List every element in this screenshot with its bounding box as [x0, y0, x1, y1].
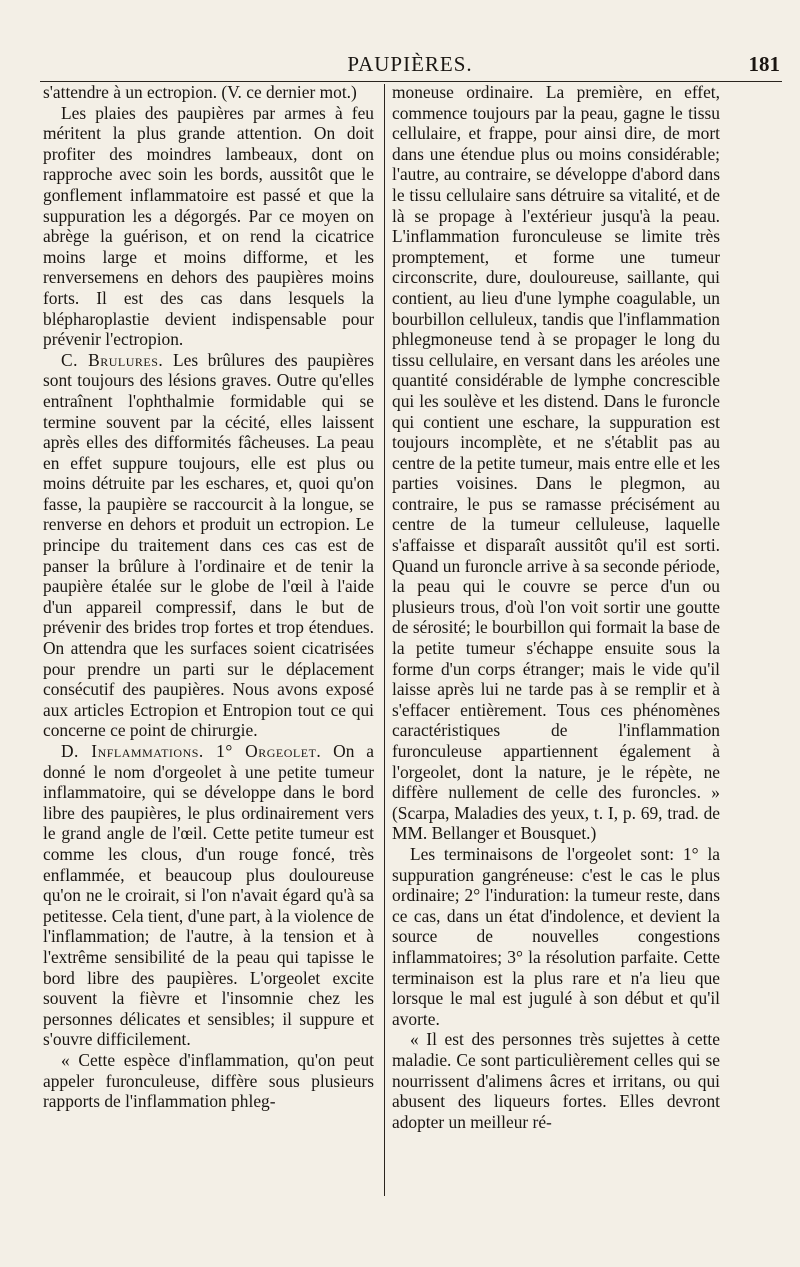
paragraph: Les terminaisons de l'orgeolet sont: 1° la suppuration gangréneuse: c'est le cas le plus ordinaire; 2° l'induration: la tumeur reste, dans ce cas, dans un état d'indolence, et devient la source de nouvelles congestions inflammatoires; 3° la résolution parfaite. Cette terminaison est la plus rare et n'a lieu que lorsque le mal est jugulé à son début et qu'il avorte.: [392, 843, 720, 1029]
section-lead: D. Inflammations. 1° Orgeolet.: [61, 741, 322, 761]
paragraph: Les plaies des paupières par armes à feu méritent la plus grande attention. On doit profiter des moindres lambeaux, dont on rapproche avec soin les bords, aussitôt que le gonflement inflammatoire est passé et que la suppuration les a dégorgés. Par ce moyen on abrège la guérison, et on rend la cicatrice moins large et moins difforme, et les renversemens en dehors des paupières moins forts. Il est des cas dans lesquels la blépharoplastie devient indispensable pour prévenir l'ectropion.: [43, 102, 374, 350]
page-header: [40, 52, 780, 80]
running-title: PAUPIÈRES.: [347, 52, 473, 76]
right-column: [392, 82, 720, 1132]
paragraph: « Il est des personnes très sujettes à cette maladie. Ce sont particulièrement celles qui se nourrissent d'alimens âcres et irritans, ou qui abusent des liqueurs fortes. Elles devront adopter un meilleur ré-: [392, 1029, 720, 1132]
paragraph: « Cette espèce d'inflammation, qu'on peut appeler furonculeuse, diffère sous plusieurs rapports de l'inflammation phleg-: [43, 1049, 374, 1112]
paragraph: s'attendre à un ectropion. (V. ce dernier mot.): [43, 82, 357, 102]
page-number: 181: [748, 52, 780, 76]
left-column: [43, 82, 374, 1112]
column-divider: [384, 84, 385, 1196]
paragraph: D. Inflammations. 1° Orgeolet. On a donné le nom d'orgeolet à une petite tumeur inflammatoire, qui se développe dans le bord libre des paupières, le plus ordinairement vers le grand angle de l'œil. Cette petite tumeur est comme les clous, d'un rouge foncé, très enflammée, et beaucoup plus douloureuse qu'on ne le croirait, si l'on n'avait égard qu'à sa petitesse. Cela tient, d'une part, à la violence de l'inflammation; de l'autre, à la tension et à l'extrême sensibilité de la peau qui tapisse le bord libre des paupières. L'orgeolet excite souvent la fièvre et l'insomnie chez les personnes délicates et sensibles; il suppure et s'ouvre difficilement.: [43, 741, 374, 1050]
paragraph: moneuse ordinaire. La première, en effet, commence toujours par la peau, gagne le tissu cellulaire, et frappe, pour ainsi dire, de mort dans une étendue plus ou moins considérable; l'autre, au contraire, se développe d'abord dans le tissu cellulaire sans détruire sa vitalité, et de là se propage à l'extérieur jusqu'à la peau. L'inflammation furonculeuse se limite très promptement, et forme une tumeur circonscrite, dure, douloureuse, saillante, qui contient, au lieu d'une lymphe coagulable, un bourbillon celluleux, tandis que l'inflammation phlegmoneuse tend à se propager le long du tissu cellulaire, en versant dans les aréoles une quantité considérable de lymphe concrescible qui les soulève et les distend. Dans le furoncle qui contient une eschare, la suppuration est toujours incomplète, et ne s'établit pas au centre de la petite tumeur, mais entre elle et les parties voisines. Dans le plegmon, au contraire, le pus se ramasse précisément au centre de la tumeur celluleuse, laquelle s'affaisse et disparaît aussitôt qu'il est sorti. Quand un furoncle arrive à sa seconde période, la peau qui le couvre se perce d'un ou plusieurs trous, d'où l'on voit sortir une goutte de sérosité; le bourbillon qui formait la base de la petite tumeur s'échappe ensuite sous la forme d'un corps étranger; mais le vide qu'il laisse après lui ne tarde pas à se remplir et à s'effacer entièrement. Tous ces phénomènes caractéristiques de l'inflammation furonculeuse appartiennent également à l'orgeolet, dont la nature, je le répète, ne diffère nullement de celle des furoncles. » (Scarpa, Maladies des yeux, t. I, p. 69, trad. de MM. Bellanger et Bousquet.): [392, 82, 720, 844]
paragraph: C. Brulures. Les brûlures des paupières sont toujours des lésions graves. Outre qu'elles entraînent l'ophthalmie formidable qui se termine souvent par la cécité, elles laissent après elles des difformités fâcheuses. La peau en effet suppure toujours, elle est plus ou moins détruite par les eschares, et, quoi qu'on fasse, la paupière se raccourcit à la longue, se renverse en dehors et produit un ectropion. Le principe du traitement dans ces cas est de panser la brûlure à l'ordinaire et de tenir la paupière étalée sur le globe de l'œil à l'aide d'un appareil compressif, dans le but de prévenir des brides trop fortes et trop étendues. On attendra que les surfaces soient cicatrisées pour prendre un parti sur le déplacement consécutif des paupières. Nous avons exposé aux articles Ectropion et Entropion tout ce qui concerne ce point de chirurgie.: [43, 349, 374, 741]
section-lead: C. Brulures.: [61, 349, 164, 370]
